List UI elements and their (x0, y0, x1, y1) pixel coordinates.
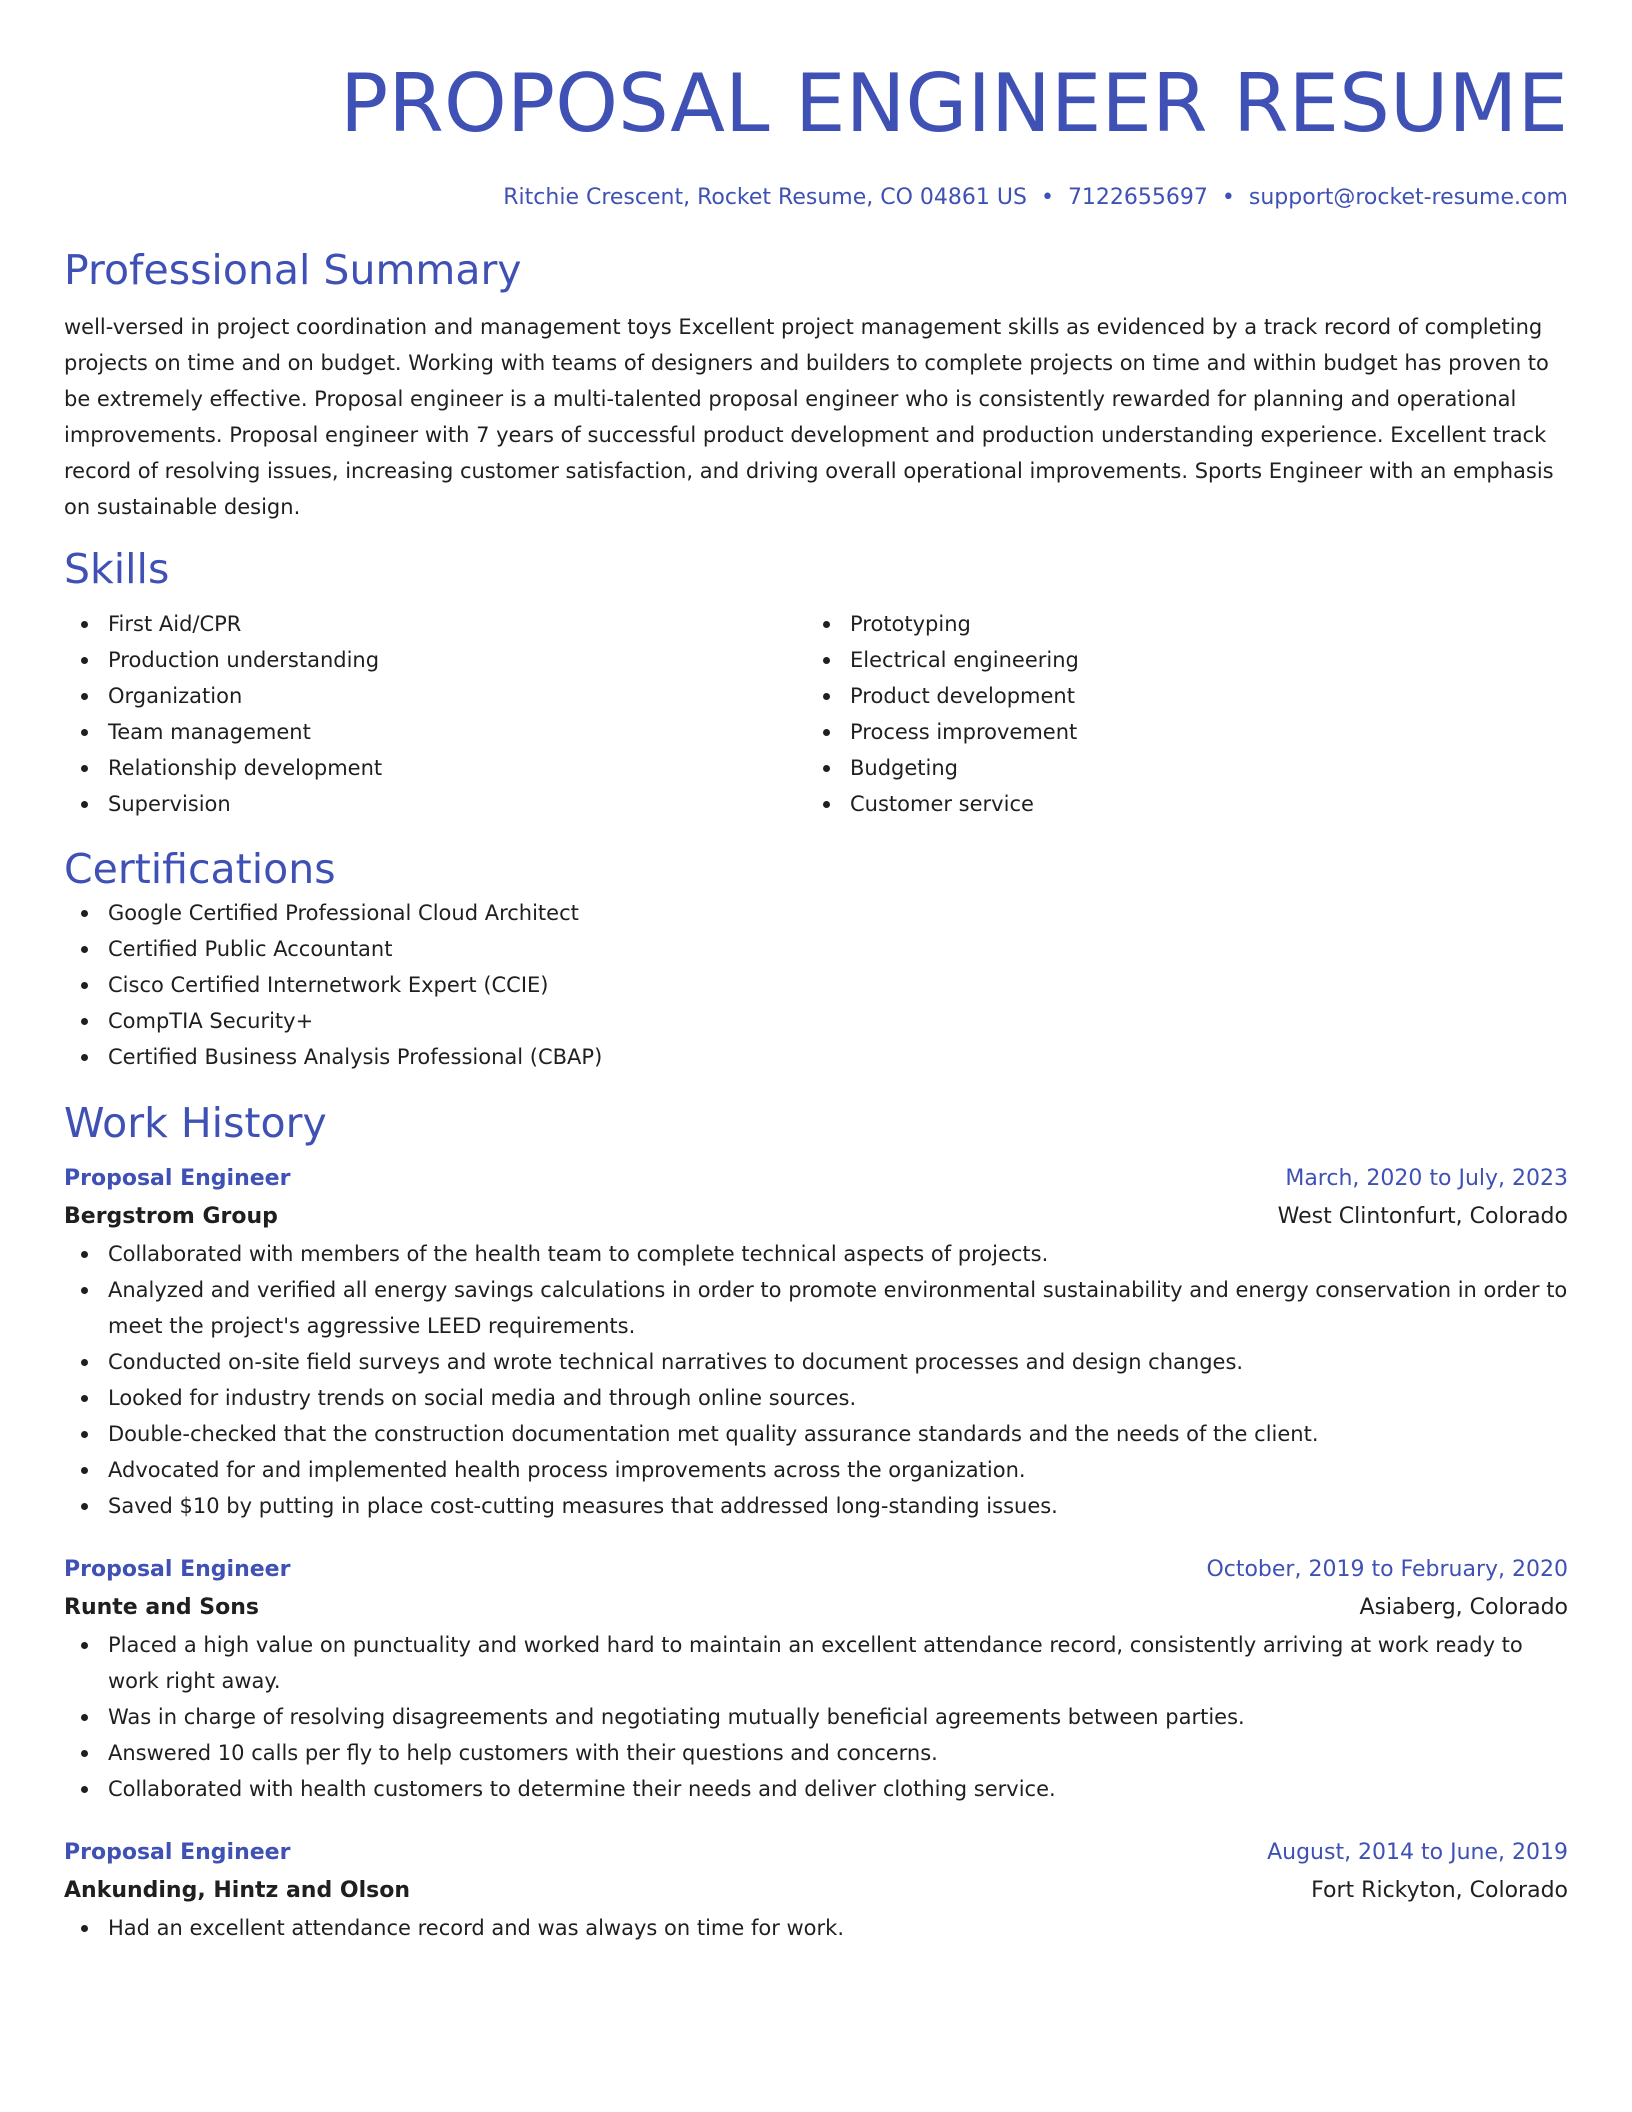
job-company-row (64, 1589, 1568, 1627)
job-bullet: Looked for industry trends on social media and through online sources. (64, 1380, 1568, 1416)
job-bullet: Had an excellent attendance record and was always on time for work. (64, 1910, 1568, 1946)
skill-item: Relationship development (64, 750, 806, 786)
job-header-row (64, 1834, 1568, 1872)
skills-list-left (64, 606, 806, 822)
job-bullets (64, 1627, 1568, 1807)
skill-item: Prototyping (806, 606, 1548, 642)
job-company: Runte and Sons (64, 1595, 259, 1620)
contact-phone: 7122655697 (1067, 185, 1208, 210)
contact-separator: • (1040, 185, 1054, 210)
job-bullet: Was in charge of resolving disagreements and negotiating mutually beneficial agreements between parties. (64, 1699, 1568, 1735)
certification-item: Certified Public Accountant (64, 931, 1568, 967)
skill-item: Budgeting (806, 750, 1548, 786)
contact-address: Ritchie Crescent, Rocket Resume, CO 04861 US (503, 185, 1027, 210)
job-location: Asiaberg, Colorado (1359, 1595, 1568, 1620)
job-title: Proposal Engineer (64, 1557, 291, 1582)
job-location: Fort Rickyton, Colorado (1311, 1878, 1568, 1903)
certification-item: Cisco Certified Internetwork Expert (CCIE) (64, 967, 1568, 1003)
job-header-row (64, 1551, 1568, 1589)
skill-item: First Aid/CPR (64, 606, 806, 642)
summary-heading: Professional Summary (64, 246, 522, 294)
job-bullet: Advocated for and implemented health process improvements across the organization. (64, 1452, 1568, 1488)
job-company-row (64, 1872, 1568, 1910)
job-bullet: Collaborated with members of the health team to complete technical aspects of projects. (64, 1236, 1568, 1272)
certification-item: CompTIA Security+ (64, 1003, 1568, 1039)
skill-item: Process improvement (806, 714, 1548, 750)
job-bullet: Answered 10 calls per fly to help customers with their questions and concerns. (64, 1735, 1568, 1771)
job-location: West Clintonfurt, Colorado (1277, 1204, 1568, 1229)
job-bullet: Collaborated with health customers to determine their needs and deliver clothing service. (64, 1771, 1568, 1807)
skills-list-right (806, 606, 1548, 822)
job-entry (64, 1834, 1568, 1946)
skill-item: Product development (806, 678, 1548, 714)
work-history-heading: Work History (64, 1099, 327, 1147)
job-bullets (64, 1236, 1568, 1524)
job-dates: October, 2019 to February, 2020 (1206, 1557, 1568, 1582)
job-bullet: Analyzed and verified all energy savings calculations in order to promote environmental sustainability and energy conservation in order to meet the project's aggressive LEED requirements. (64, 1272, 1568, 1344)
contact-line (64, 183, 1568, 213)
resume-title: PROPOSAL ENGINEER RESUME (340, 57, 1568, 150)
job-title: Proposal Engineer (64, 1166, 291, 1191)
contact-email[interactable]: support@rocket-resume.com (1248, 185, 1568, 210)
skill-item: Electrical engineering (806, 642, 1548, 678)
certification-item: Google Certified Professional Cloud Architect (64, 895, 1568, 931)
skill-item: Customer service (806, 786, 1548, 822)
job-company: Bergstrom Group (64, 1204, 278, 1229)
skill-item: Organization (64, 678, 806, 714)
certifications-heading: Certifications (64, 845, 336, 893)
job-entry (64, 1551, 1568, 1807)
job-header-row (64, 1160, 1568, 1198)
skill-item: Team management (64, 714, 806, 750)
skill-item: Supervision (64, 786, 806, 822)
job-company-row (64, 1198, 1568, 1236)
job-entry (64, 1160, 1568, 1524)
certifications-list (64, 895, 1568, 1075)
skill-item: Production understanding (64, 642, 806, 678)
job-dates: March, 2020 to July, 2023 (1285, 1166, 1568, 1191)
job-bullet: Conducted on-site field surveys and wrote technical narratives to document processes and design changes. (64, 1344, 1568, 1380)
certification-item: Certified Business Analysis Professional (CBAP) (64, 1039, 1568, 1075)
skills-heading: Skills (64, 545, 170, 593)
contact-separator: • (1221, 185, 1235, 210)
job-bullet: Saved $10 by putting in place cost-cutting measures that addressed long-standing issues. (64, 1488, 1568, 1524)
summary-text: well-versed in project coordination and management toys Excellent project management skills as evidenced by a track record of completing projects on time and on budget. Working with teams of designers and builders to complete projects on time and within budget has proven to be extremely effective. Proposal engineer is a multi-talented proposal engineer who is consistently rewarded for planning and operational improvements. Proposal engineer with 7 years of successful product development and production understanding experience. Excellent track record of resolving issues, increasing customer satisfaction, and driving overall operational improvements. Sports Engineer with an emphasis on sustainable design. (64, 315, 1554, 519)
job-title: Proposal Engineer (64, 1840, 291, 1865)
job-company: Ankunding, Hintz and Olson (64, 1878, 410, 1903)
job-bullet: Double-checked that the construction documentation met quality assurance standards and the needs of the client. (64, 1416, 1568, 1452)
job-bullets (64, 1910, 1568, 1946)
job-bullet: Placed a high value on punctuality and worked hard to maintain an excellent attendance record, consistently arriving at work ready to work right away. (64, 1627, 1568, 1699)
job-dates: August, 2014 to June, 2019 (1267, 1840, 1568, 1865)
resume-page (64, 0, 1568, 1946)
skills-grid (64, 606, 1568, 822)
